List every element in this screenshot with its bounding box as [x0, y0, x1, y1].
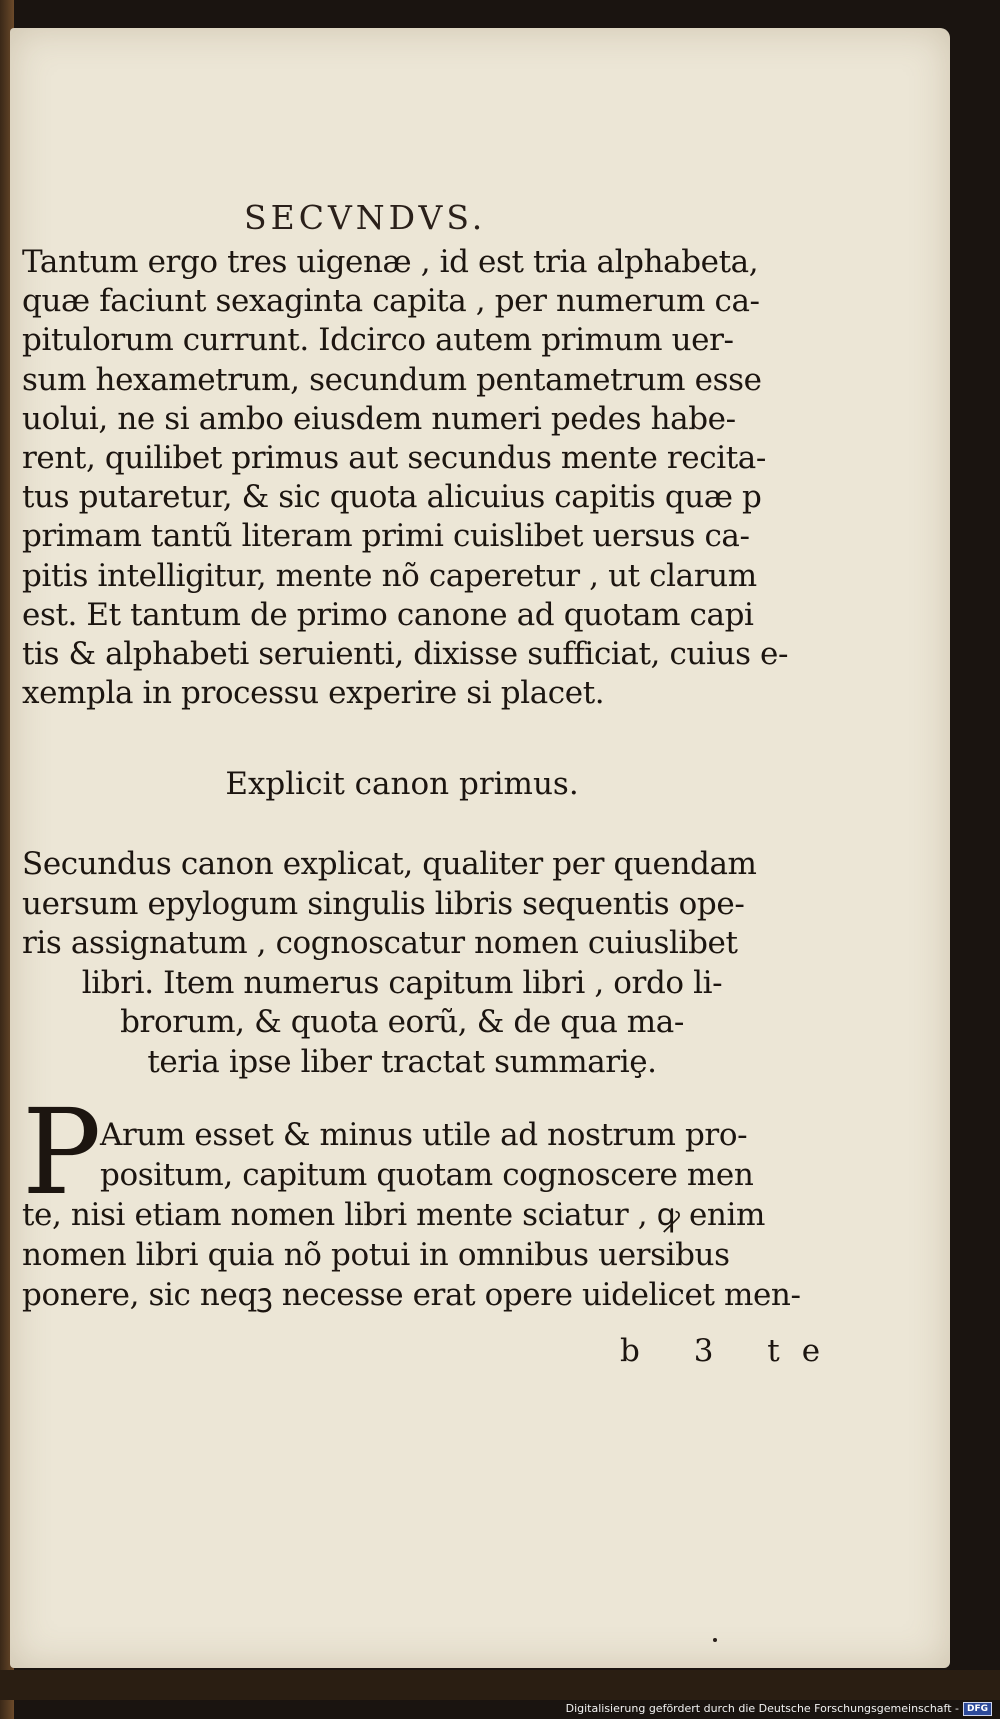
credit-text: Digitalisierung gefördert durch die Deutsche Forschungsgemeinschaft -: [565, 1702, 959, 1715]
digitization-credit: [566, 1700, 992, 1717]
text-line: xempla in processu experire si placet.: [22, 675, 605, 712]
text-line: sum hexametrum, secundum pentametrum esse: [22, 361, 762, 398]
paragraph-2: [22, 1115, 801, 1315]
text-line: tis & alphabeti seruienti, dixisse sufficiat, cuius e-: [22, 636, 789, 673]
running-head: SECVNDVS.: [244, 198, 487, 237]
text-line: est. Et tantum de primo canone ad quotam capi: [22, 596, 754, 633]
explicit-line: Explicit canon primus.: [225, 766, 579, 802]
text-line: libri. Item numerus capitum libri , ordo li-: [81, 964, 723, 1001]
text-line: Tantum ergo tres uigenæ , id est tria alphabeta,: [22, 244, 759, 280]
text-line: rent, quilibet primus aut secundus mente recita-: [22, 440, 766, 477]
text-line: brorum, & quota eorũ, & de qua ma-: [120, 1004, 684, 1041]
text-line: pitis intelligitur, mente nõ caperetur , ut clarum: [22, 557, 757, 594]
paragraph-1: [22, 243, 789, 713]
text-line: pitulorum currunt. Idcirco autem primum uer-: [22, 322, 734, 359]
ink-speck: [713, 1638, 717, 1642]
text-line: ris assignatum , cognoscatur nomen cuiuslibet: [22, 925, 738, 962]
text-line: nomen libri quia nõ potui in omnibus uersibus: [22, 1237, 730, 1273]
signature-catchword: b 3 te: [620, 1333, 843, 1369]
text-line: quæ faciunt sexaginta capita , per numerum ca-: [22, 283, 760, 320]
text-line: ponere, sic neqꝫ necesse erat opere uidelicet men-: [22, 1277, 801, 1313]
text-line: positum, capitum quotam cognoscere men: [100, 1157, 754, 1193]
scan-border: [0, 1670, 1000, 1700]
dfg-logo: DFG: [963, 1702, 992, 1716]
text-line: primam tantũ literam primi cuislibet uersus ca-: [22, 518, 750, 555]
text-line: Arum esset & minus utile ad nostrum pro-: [100, 1117, 748, 1153]
text-line: teria ipse liber tractat summariȩ.: [147, 1043, 657, 1080]
text-line: uersum epylogum singulis libris sequentis ope-: [22, 885, 745, 922]
drop-capital: P: [22, 1083, 102, 1221]
text-line: te, nisi etiam nomen libri mente sciatur , ꝙ enim: [22, 1197, 765, 1233]
text-line: tus putaretur, & sic quota alicuius capitis quæ p: [22, 479, 762, 516]
canon-heading: [22, 845, 782, 1083]
text-line: Secundus canon explicat, qualiter per quendam: [22, 846, 757, 882]
text-line: uolui, ne si ambo eiusdem numeri pedes habe-: [22, 400, 736, 437]
